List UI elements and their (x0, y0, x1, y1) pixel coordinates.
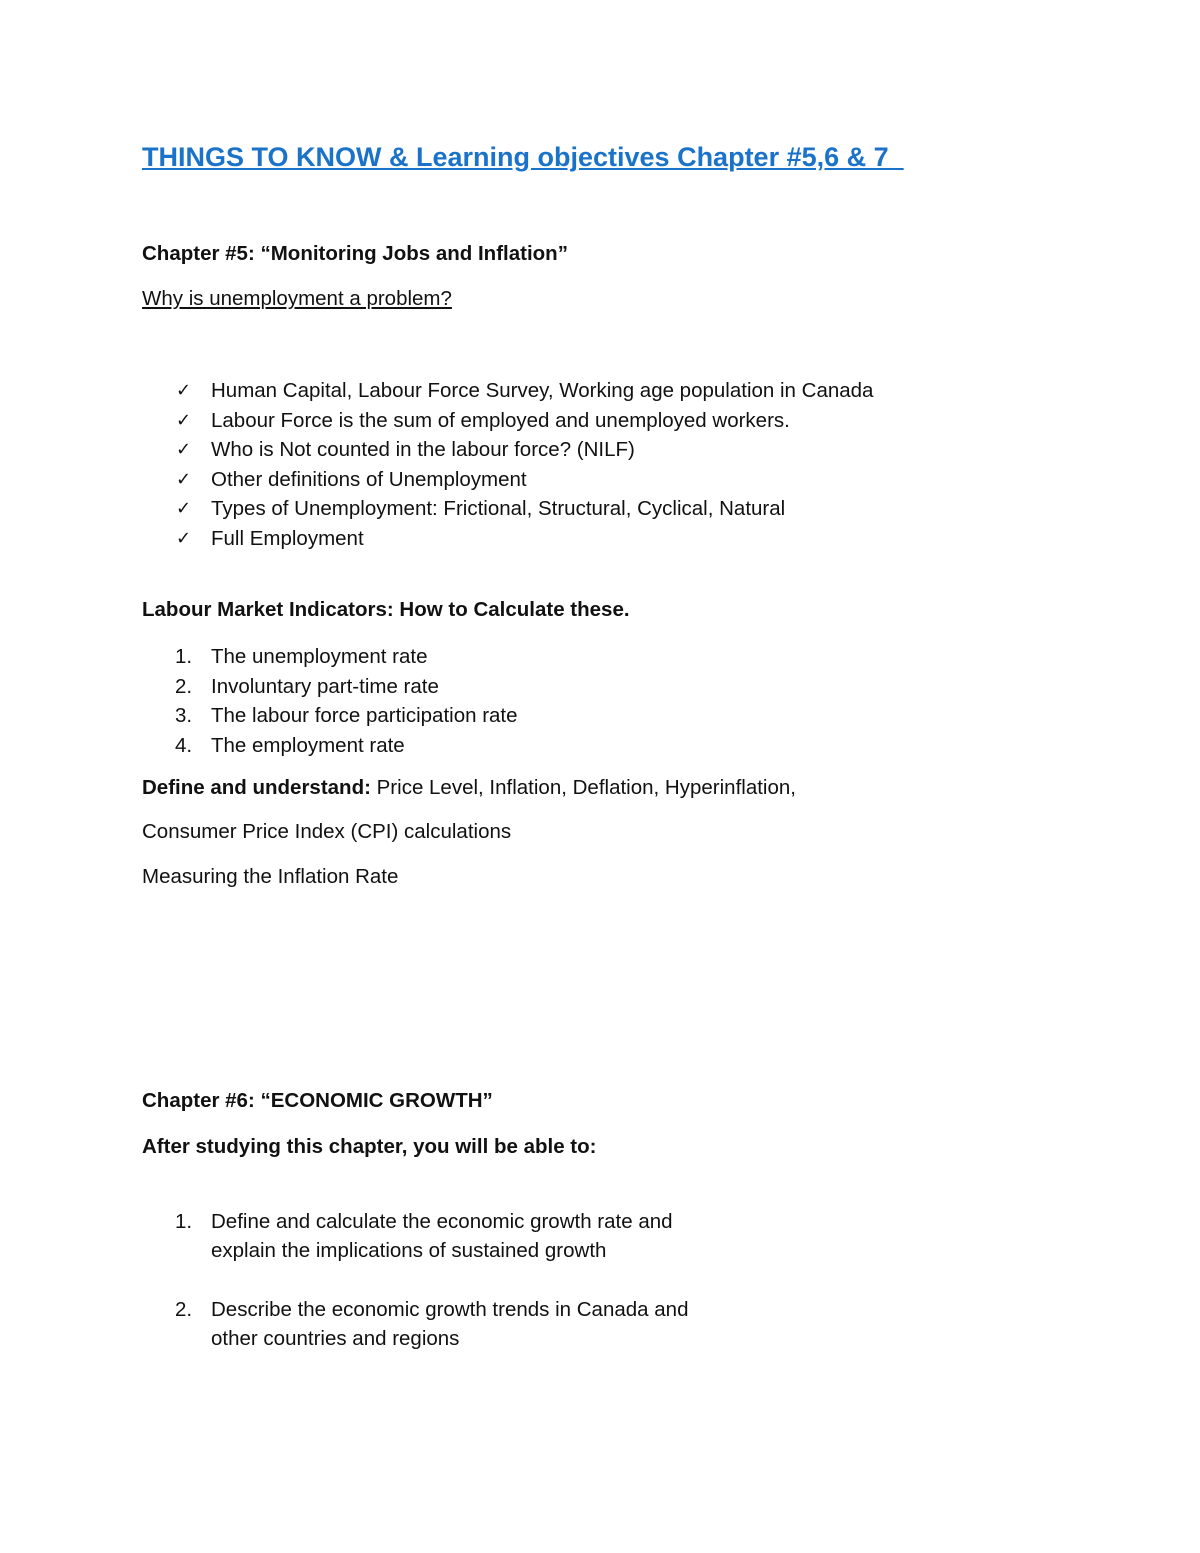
list-item: ✓ Other definitions of Unemployment (0, 465, 873, 495)
define-understand-line (142, 776, 796, 800)
define-label: Define and understand: (142, 776, 371, 799)
checkmark-icon: ✓ (176, 439, 192, 460)
checkmark-icon: ✓ (176, 409, 192, 431)
list-item: 1. The unemployment rate (175, 645, 428, 668)
chapter6-intro: After studying this chapter, you will be able to: (142, 1135, 597, 1158)
document-title: THINGS TO KNOW & Learning objectives Chapter #5,6 & 7 (142, 142, 904, 172)
indicators-heading: Labour Market Indicators: How to Calculate these. (142, 598, 630, 621)
chapter6-objectives (0, 1207, 688, 1383)
inflation-rate-line: Measuring the Inflation Rate (142, 865, 399, 888)
list-item: 1. Define and calculate the economic growth rate and explain the implications of sustained growth (175, 1210, 673, 1262)
checkmark-icon: ✓ (176, 498, 192, 519)
list-item: 3. The labour force participation rate (175, 704, 518, 727)
list-item: 2. Involuntary part-time rate (175, 674, 439, 698)
unemployment-question: Why is unemployment a problem? (142, 287, 452, 310)
chapter5-heading: Chapter #5: “Monitoring Jobs and Inflation” (142, 242, 568, 265)
list-item: 4. The employment rate (175, 733, 405, 757)
define-text: Price Level, Inflation, Deflation, Hyperinflation, (370, 776, 796, 799)
checkmark-icon: ✓ (176, 468, 192, 490)
chapter5-checklist (0, 376, 873, 553)
list-item: ✓ Who is Not counted in the labour force? (NILF) (0, 435, 873, 465)
list-item: ✓ Labour Force is the sum of employed and unemployed workers. (0, 406, 873, 436)
list-item: ✓ Types of Unemployment: Frictional, Structural, Cyclical, Natural (0, 494, 873, 524)
checkmark-icon: ✓ (176, 380, 192, 401)
checkmark-icon: ✓ (176, 527, 192, 549)
cpi-line: Consumer Price Index (CPI) calculations (142, 820, 512, 843)
list-item: 2. Describe the economic growth trends in Canada and other countries and regions (175, 1298, 689, 1350)
chapter6-heading: Chapter #6: “ECONOMIC GROWTH” (142, 1089, 493, 1112)
indicators-list (0, 642, 518, 760)
list-item: ✓ Human Capital, Labour Force Survey, Working age population in Canada (0, 376, 873, 406)
list-item: ✓ Full Employment (0, 524, 873, 554)
